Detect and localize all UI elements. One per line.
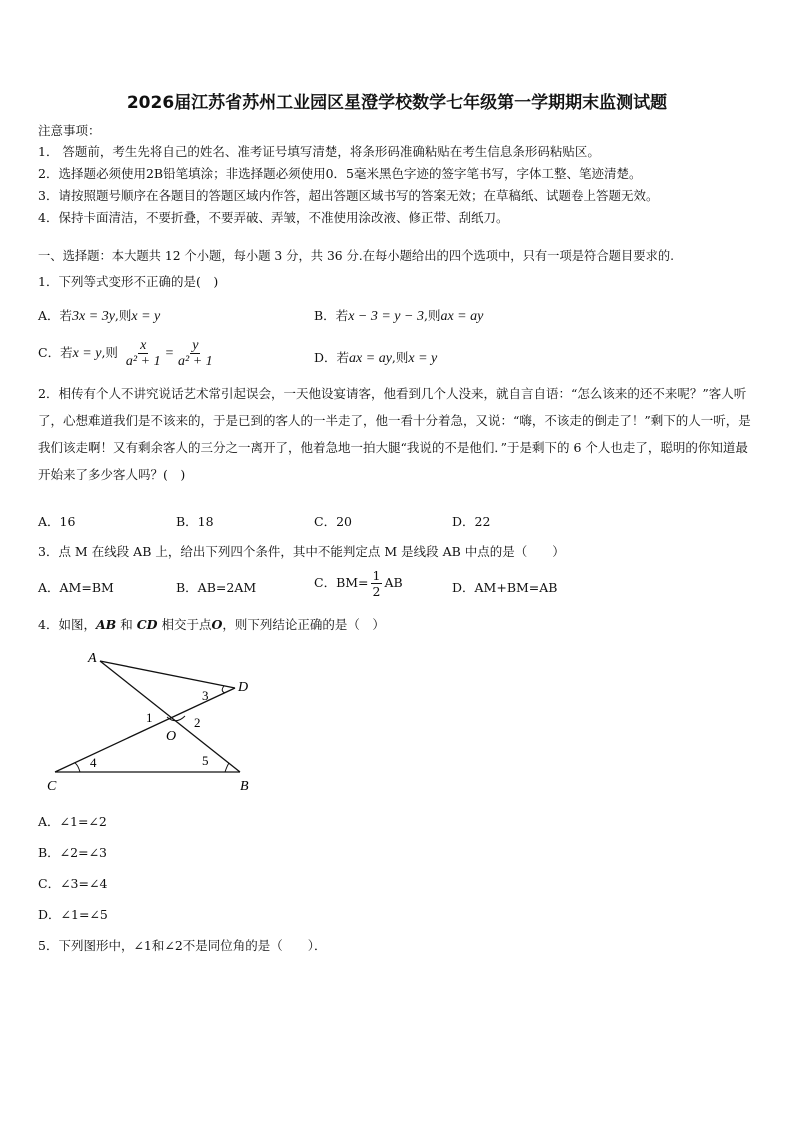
q1-option-b[interactable] xyxy=(314,306,483,325)
q3-option-a[interactable]: A．AM=BM xyxy=(38,580,114,595)
q3-c-post: AB xyxy=(384,575,403,590)
q1-option-d[interactable] xyxy=(314,348,437,367)
label-angle-5: 5 xyxy=(202,753,209,768)
q1-d-cond: ax = ay xyxy=(349,351,392,366)
q1-d-then: ,则 xyxy=(391,350,409,365)
q1-b-then: ,则 xyxy=(423,308,441,323)
arc-5 xyxy=(225,763,229,772)
q3-stem: 3．点 M 在线段 AB 上，给出下列四个条件，其中不能判定点 M 是线段 AB 中点的是（ ） xyxy=(38,544,565,559)
q4-segment-ab: AB xyxy=(95,617,117,632)
q2-option-c[interactable]: C．20 xyxy=(314,514,352,529)
q4-option-d[interactable]: D．∠1=∠5 xyxy=(38,907,108,922)
label-angle-2: 2 xyxy=(194,715,201,730)
line-ab xyxy=(100,661,240,772)
q4-figure xyxy=(40,645,270,795)
q1-c-cond: x = y xyxy=(72,346,102,361)
label-angle-4: 4 xyxy=(90,755,97,770)
q2-option-a[interactable]: A．16 xyxy=(38,514,76,529)
q1-a-label: A．若 xyxy=(38,308,73,323)
q1-c-label: C．若 xyxy=(38,345,73,360)
q1-option-c[interactable] xyxy=(38,338,217,369)
notes-heading: 注意事项： xyxy=(38,123,101,138)
page-title: 2026届江苏省苏州工业园区星澄学校数学七年级第一学期期末监测试题 xyxy=(126,93,668,113)
arc-3 xyxy=(222,686,225,693)
q1-b-cond: x − 3 = y − 3 xyxy=(348,309,424,324)
q1-b-res: ax = ay xyxy=(440,309,484,324)
q1-d-res: x = y xyxy=(408,351,438,366)
q3-c-pre: C．BM= xyxy=(314,575,369,590)
q4-option-a[interactable]: A．∠1=∠2 xyxy=(38,814,107,829)
q4-point-o: O xyxy=(211,617,223,632)
q4-option-c[interactable]: C．∠3=∠4 xyxy=(38,876,108,891)
label-o: O xyxy=(166,729,177,744)
q1-c-equals: = xyxy=(164,346,175,361)
q3-c-fraction: $\frac{1}{2}$ xyxy=(372,568,381,599)
q1-b-label: B．若 xyxy=(314,308,349,323)
q1-option-a[interactable] xyxy=(38,306,160,325)
q1-d-label: D．若 xyxy=(314,350,350,365)
label-angle-3: 3 xyxy=(202,688,209,703)
note-item-4: 4．保持卡面清洁，不要折叠，不要弄破、弄皱，不准使用涂改液、修正带、刮纸刀。 xyxy=(38,210,509,225)
q2-option-b[interactable]: B．18 xyxy=(176,514,214,529)
q4-stem: 4．如图，AB 和 CD 相交于点O，则下列结论正确的是（ ） xyxy=(38,617,385,632)
q3-option-c[interactable] xyxy=(314,568,403,599)
note-item-1: 1． 答题前，考生先将自己的姓名、准考证号填写清楚，将条形码准确粘贴在考生信息条形码粘贴区。 xyxy=(38,144,600,159)
line-ad xyxy=(100,661,235,688)
q5-stem: 5．下列图形中，∠1和∠2不是同位角的是（ ）． xyxy=(38,938,327,953)
q3-option-b[interactable]: B．AB=2AM xyxy=(176,580,257,595)
label-b: B xyxy=(240,779,249,794)
q1-c-then: ,则 xyxy=(101,345,118,360)
label-d: D xyxy=(238,680,249,695)
q1-a-cond: 3x = 3y xyxy=(72,309,115,324)
q1-a-then: ,则 xyxy=(114,308,132,323)
q3-option-d[interactable]: D．AM+BM=AB xyxy=(452,580,558,595)
q4-segment-cd: CD xyxy=(136,617,158,632)
q2-stem: 2．相传有个人不讲究说话艺术常引起误会，一天他设宴请客，他看到几个人没来，就自言自语：“怎么该来的还不来呢？”客人听了，心想难道我们是不该来的，于是已到的客人的一半走了，他一看十分着急，又说：“嗨，不该走的倒走了！”剩下的人一听，是我们该走啊！又有剩余客人的三分之一离开了，他着急地一拍大腿“我说的不是他们．”于是剩下的 6 个人也走了，聪明的你知道最开始来了多少客人吗？( ) xyxy=(38,386,751,482)
q1-c-fraction-1: $\frac{x}{\text{a² + 1}}$ xyxy=(125,338,161,369)
section-heading: 一、选择题：本大题共 12 个小题，每小题 3 分，共 36 分.在每小题给出的四个选项中，只有一项是符合题目要求的. xyxy=(38,249,675,263)
arc-4 xyxy=(75,763,80,772)
q1-a-res: x = y xyxy=(131,309,161,324)
q1-c-fraction-2: $\frac{y}{\text{a² + 1}}$ xyxy=(178,338,213,369)
note-item-3: 3．请按照题号顺序在各题目的答题区域内作答，超出答题区域书写的答案无效；在草稿纸、试题卷上答题无效。 xyxy=(38,188,659,203)
q1-stem: 1．下列等式变形不正确的是( ) xyxy=(38,274,219,289)
q2-option-d[interactable]: D．22 xyxy=(452,514,491,529)
label-a: A xyxy=(88,651,97,666)
note-item-2: 2．选择题必须使用2B铅笔填涂；非选择题必须使用0．5毫米黑色字迹的签字笔书写，字体工整、笔迹清楚。 xyxy=(38,166,642,181)
q4-option-b[interactable]: B．∠2=∠3 xyxy=(38,845,108,860)
label-c: C xyxy=(47,779,57,794)
label-angle-1: 1 xyxy=(146,710,153,725)
